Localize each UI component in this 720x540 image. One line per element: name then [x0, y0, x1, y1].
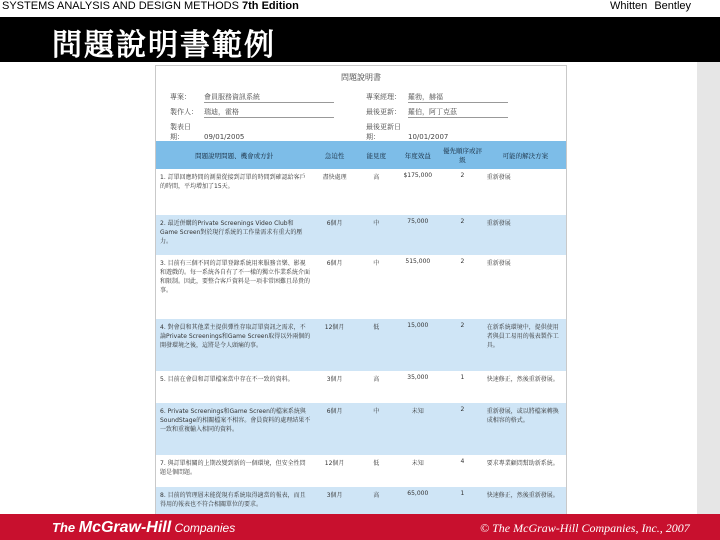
book-title	[2, 0, 299, 12]
publisher-logo: The McGraw-Hill Companies	[52, 519, 236, 536]
table-row	[156, 169, 566, 215]
column-header: 年度效益	[395, 141, 440, 169]
cell-problem: 8. 目前的管理層未能從現有系統取得適當的報表，而且得用的報表也不符合相關單位的要求。	[156, 487, 312, 514]
cell-benefit: 65,000	[395, 487, 440, 514]
cell-problem: 5. 目前在會員和訂單檔案當中存在不一致的資料。	[160, 376, 294, 383]
cell-urgency: 3個月	[326, 376, 343, 383]
cell-solution: 快速修正，然後重新發展。	[485, 487, 566, 514]
column-header: 可能的解決方案	[485, 141, 566, 169]
cell-visibility: 高	[373, 376, 380, 383]
column-header: 優先順序或評級	[440, 141, 485, 169]
table-row	[156, 455, 566, 487]
problem-statement-document	[156, 66, 566, 514]
problem-table	[156, 141, 566, 514]
cell-benefit: 35,000	[407, 374, 429, 381]
cell-benefit: 未知	[395, 403, 440, 455]
copyright-notice: © The McGraw-Hill Companies, Inc., 2007	[480, 521, 690, 535]
cell-priority: 2	[440, 403, 485, 455]
field-project-manager: 專案經理： 羅勃，赫福	[366, 92, 508, 103]
cell-problem: 7. 與訂單相關的上期改變到新的一個環境，但安全性問題是個問題。	[160, 460, 306, 476]
cell-problem: 3. 目前有三個不同的訂單登錄系統用來服務音樂、影視和遊戲的。每一系統各自有了不一樣的獨立作業系統介面和限制。因此，要整合客戶資料是一項非常困難且昂貴的事。	[160, 260, 311, 294]
field-last-updated-by: 最後更新： 羅伯，阿丁克茲	[366, 107, 508, 118]
cell-solution: 重新發展	[486, 260, 511, 267]
table-row	[156, 403, 566, 455]
field-author: 製作人： 瑞迪，霍格	[170, 107, 334, 118]
document-title: 問題說明書	[341, 73, 381, 82]
cell-solution: 重新發展	[485, 215, 566, 255]
top-bar	[0, 0, 720, 17]
cell-benefit: 未知	[411, 460, 424, 467]
cell-solution: 在新系統環境中，提供使用者與員工易用的報表製作工具。	[485, 319, 566, 371]
cell-visibility: 低	[373, 460, 380, 467]
cell-urgency: 6個月	[326, 260, 343, 267]
field-created-date: 製表日期： 09/01/2005	[170, 122, 334, 142]
table-row	[156, 319, 566, 371]
cell-priority: 1	[440, 487, 485, 514]
edition-text: 7th Edition	[242, 0, 299, 12]
left-margin	[0, 62, 18, 514]
cell-priority: 1	[460, 374, 465, 381]
column-header: 能見度	[357, 141, 396, 169]
cell-visibility: 高	[357, 487, 396, 514]
cell-visibility: 中	[373, 260, 380, 267]
cell-visibility: 低	[357, 319, 396, 371]
cell-solution: 要求專業顧問幫助新系統。	[486, 460, 559, 467]
table-row	[156, 371, 566, 403]
cell-solution: 快速修正，然後重新發展。	[486, 376, 559, 383]
book-title-text: SYSTEMS ANALYSIS AND DESIGN METHODS	[2, 0, 239, 12]
cell-benefit: $175,000	[403, 172, 433, 179]
cell-priority: 4	[460, 458, 465, 465]
cell-problem: 1. 訂單回應時間的測量從接到訂單的時間到確認給客戶的時間，平均增加了15天。	[160, 174, 306, 190]
column-header: 問題說明問題、機會或方針	[156, 141, 312, 169]
cell-priority: 2	[440, 319, 485, 371]
cell-visibility: 中	[357, 215, 396, 255]
cell-urgency: 3個月	[312, 487, 357, 514]
cell-priority: 2	[460, 258, 465, 265]
cell-urgency: 6個月	[312, 403, 357, 455]
cell-visibility: 高	[373, 174, 380, 181]
cell-urgency: 6個月	[312, 215, 357, 255]
cell-solution: 重新發展	[486, 174, 511, 181]
cell-priority: 2	[440, 215, 485, 255]
cell-urgency: 12個月	[324, 460, 345, 467]
cell-solution: 重新發展，或以將檔案轉換成相容的格式。	[485, 403, 566, 455]
table-row	[156, 255, 566, 319]
column-header: 急迫性	[312, 141, 357, 169]
cell-problem: 2. 最近併購的Private Screenings Video Club和Game Screen對於現行系統的工作量需求有重大的壓力。	[156, 215, 312, 255]
cell-visibility: 中	[357, 403, 396, 455]
authors: Whitten Bentley	[610, 0, 692, 12]
cell-problem: 6. Private Screenings和Game Screen的檔案系統與SoundStage的相關檔案不相容。會員資料的處理結果不一致和重複輸入相同的資料。	[156, 403, 312, 455]
cell-priority: 2	[460, 172, 465, 179]
cell-urgency: 12個月	[312, 319, 357, 371]
cell-benefit: 75,000	[395, 215, 440, 255]
table-row	[156, 215, 566, 255]
table-row	[156, 487, 566, 514]
cell-problem: 4. 對會員和其他業主提供彈性存取訂單資訊之需求，不論Private Screenings和Game Screen取得以外兩個的開發環境之後，這將是令人頭痛的事。	[156, 319, 312, 371]
field-project: 專案： 會員服務資訊系統	[170, 92, 334, 103]
cell-urgency: 盡快處理	[322, 174, 347, 181]
field-last-updated-date: 最後更新日期： 10/01/2007	[366, 122, 508, 142]
right-margin	[697, 62, 720, 514]
slide-title: 問題說明書範例	[52, 28, 276, 63]
cell-benefit: 515,000	[405, 258, 431, 265]
table-header-row	[156, 141, 566, 169]
cell-benefit: 15,000	[395, 319, 440, 371]
